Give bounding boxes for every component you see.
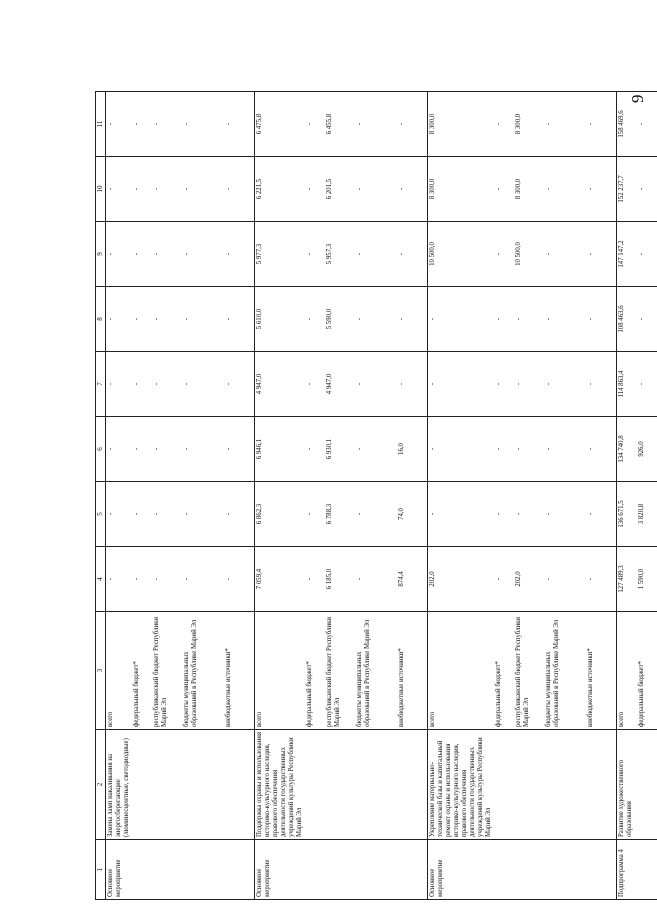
funding-source-cell: республиканский бюджет Республики Марий Эл xyxy=(325,612,355,730)
amount-cell: - xyxy=(514,287,544,352)
amount-cell: - xyxy=(132,92,152,157)
amount-cell: - xyxy=(355,287,397,352)
funding-source-cell: бюджеты муниципальных образований в Республике Марий Эл xyxy=(355,612,397,730)
amount-cell: - xyxy=(182,222,224,287)
amount-cell: - xyxy=(355,482,397,547)
amount-cell: 6 221,5 xyxy=(255,157,306,222)
amount-cell: 6 455,8 xyxy=(325,92,355,157)
amount-cell: - xyxy=(494,352,514,417)
amount-cell: 8 300,0 xyxy=(428,157,495,222)
amount-cell: - xyxy=(544,482,586,547)
program-type-cell xyxy=(397,840,428,900)
amount-cell: - xyxy=(132,482,152,547)
program-type-cell xyxy=(325,840,355,900)
amount-cell: 6 185,0 xyxy=(325,547,355,612)
amount-cell: - xyxy=(224,417,255,482)
amount-cell: - xyxy=(152,482,182,547)
table-row xyxy=(255,92,306,900)
funding-source-cell: федеральный бюджет* xyxy=(494,612,514,730)
amount-cell: - xyxy=(637,352,657,417)
column-number: 10 xyxy=(96,157,106,222)
amount-cell: - xyxy=(182,352,224,417)
amount-cell: - xyxy=(494,547,514,612)
program-name-cell xyxy=(514,730,544,840)
amount-cell: - xyxy=(182,417,224,482)
amount-cell: - xyxy=(637,287,657,352)
amount-cell: - xyxy=(586,547,617,612)
amount-cell: 1 590,0 xyxy=(637,547,657,612)
amount-cell: - xyxy=(586,157,617,222)
amount-cell: - xyxy=(494,417,514,482)
table-row xyxy=(494,92,514,900)
amount-cell: - xyxy=(106,482,133,547)
column-number: 8 xyxy=(96,287,106,352)
amount-cell: - xyxy=(152,417,182,482)
program-type-cell xyxy=(132,840,152,900)
funding-source-cell: бюджеты муниципальных образований в Республике Марий Эл xyxy=(544,612,586,730)
amount-cell: - xyxy=(182,157,224,222)
column-numbers-row xyxy=(96,92,106,900)
program-type-cell xyxy=(355,840,397,900)
amount-cell: - xyxy=(355,157,397,222)
amount-cell: 4 947,0 xyxy=(325,352,355,417)
amount-cell: - xyxy=(586,417,617,482)
program-name-cell xyxy=(586,730,617,840)
amount-cell: - xyxy=(494,92,514,157)
amount-cell: - xyxy=(397,222,428,287)
amount-cell: 6 930,1 xyxy=(325,417,355,482)
amount-cell: - xyxy=(586,352,617,417)
table-row xyxy=(132,92,152,900)
funding-source-cell: внебюджетные источники* xyxy=(586,612,617,730)
amount-cell: - xyxy=(132,547,152,612)
program-name-cell xyxy=(224,730,255,840)
amount-cell: 8 300,0 xyxy=(514,92,544,157)
amount-cell: - xyxy=(152,157,182,222)
amount-cell: - xyxy=(152,287,182,352)
amount-cell: - xyxy=(514,352,544,417)
amount-cell: - xyxy=(428,482,495,547)
amount-cell: - xyxy=(514,482,544,547)
program-type-cell xyxy=(494,840,514,900)
amount-cell: - xyxy=(224,352,255,417)
program-name-cell xyxy=(397,730,428,840)
amount-cell: - xyxy=(586,482,617,547)
amount-cell: 136 671,5 xyxy=(617,482,638,547)
funding-source-cell: всего xyxy=(255,612,306,730)
funding-source-cell: бюджеты муниципальных образований в Республике Марий Эл xyxy=(182,612,224,730)
amount-cell: - xyxy=(152,547,182,612)
column-number: 7 xyxy=(96,352,106,417)
program-type-cell xyxy=(544,840,586,900)
amount-cell: - xyxy=(355,417,397,482)
program-name-cell xyxy=(355,730,397,840)
amount-cell: 6 201,5 xyxy=(325,157,355,222)
table-row xyxy=(514,92,544,900)
funding-source-cell: внебюджетные источники* xyxy=(224,612,255,730)
amount-cell: - xyxy=(637,157,657,222)
program-name-cell xyxy=(182,730,224,840)
funding-source-cell: республиканский бюджет Республики Марий Эл xyxy=(152,612,182,730)
column-number: 4 xyxy=(96,547,106,612)
budget-table xyxy=(95,91,657,900)
amount-cell: 6 475,8 xyxy=(255,92,306,157)
table-row xyxy=(325,92,355,900)
amount-cell: 5 977,3 xyxy=(255,222,306,287)
amount-cell: - xyxy=(106,287,133,352)
amount-cell: 127 489,3 xyxy=(617,547,638,612)
amount-cell: - xyxy=(397,157,428,222)
rotated-table-page xyxy=(95,92,646,900)
program-name-cell xyxy=(494,730,514,840)
program-name-cell: Укрепление материально-технической базы и капитальный ремонт охраны и использования историко-культурного наследия, правового обеспечения деятельности государственных учреждений культуры Республики Марий Эл xyxy=(428,730,495,840)
table-row xyxy=(544,92,586,900)
amount-cell: 5 590,0 xyxy=(325,287,355,352)
amount-cell: - xyxy=(132,287,152,352)
amount-cell: 134 740,8 xyxy=(617,417,638,482)
funding-source-cell: внебюджетные источники* xyxy=(397,612,428,730)
program-type-cell xyxy=(637,840,657,900)
program-name-cell xyxy=(305,730,325,840)
amount-cell: - xyxy=(224,547,255,612)
amount-cell: - xyxy=(224,222,255,287)
amount-cell: 6 946,1 xyxy=(255,417,306,482)
column-number: 1 xyxy=(96,840,106,900)
amount-cell: - xyxy=(132,222,152,287)
amount-cell: - xyxy=(637,92,657,157)
amount-cell: - xyxy=(494,157,514,222)
amount-cell: 7 059,4 xyxy=(255,547,306,612)
column-number: 6 xyxy=(96,417,106,482)
amount-cell: - xyxy=(182,92,224,157)
amount-cell: - xyxy=(132,417,152,482)
amount-cell: - xyxy=(106,92,133,157)
amount-cell: - xyxy=(397,352,428,417)
amount-cell: - xyxy=(544,352,586,417)
amount-cell: 5 957,3 xyxy=(325,222,355,287)
funding-source-cell: всего xyxy=(428,612,495,730)
amount-cell: - xyxy=(106,157,133,222)
program-name-cell xyxy=(152,730,182,840)
amount-cell: - xyxy=(305,157,325,222)
column-number: 9 xyxy=(96,222,106,287)
amount-cell: - xyxy=(544,287,586,352)
program-type-cell: Основное мероприятие xyxy=(106,840,133,900)
program-type-cell xyxy=(305,840,325,900)
amount-cell: - xyxy=(544,547,586,612)
table-row xyxy=(106,92,133,900)
program-name-cell xyxy=(132,730,152,840)
amount-cell: - xyxy=(428,287,495,352)
amount-cell: - xyxy=(106,352,133,417)
amount-cell: 8 300,0 xyxy=(514,157,544,222)
column-number: 2 xyxy=(96,730,106,840)
amount-cell: 6 862,3 xyxy=(255,482,306,547)
program-name-cell: Развитие художественного образования xyxy=(617,730,638,840)
program-type-cell xyxy=(152,840,182,900)
amount-cell: 874,4 xyxy=(397,547,428,612)
amount-cell: - xyxy=(106,547,133,612)
column-number: 5 xyxy=(96,482,106,547)
program-type-cell xyxy=(514,840,544,900)
amount-cell: - xyxy=(305,417,325,482)
amount-cell: 114 863,4 xyxy=(617,352,638,417)
amount-cell: 10 500,0 xyxy=(428,222,495,287)
amount-cell: - xyxy=(637,222,657,287)
amount-cell: 202,0 xyxy=(514,547,544,612)
program-type-cell xyxy=(182,840,224,900)
program-type-cell: Основное мероприятие xyxy=(428,840,495,900)
funding-source-cell: республиканский бюджет Республики Марий Эл xyxy=(514,612,544,730)
page-number: 9 xyxy=(628,94,647,103)
amount-cell: - xyxy=(182,482,224,547)
table-row xyxy=(305,92,325,900)
amount-cell: - xyxy=(182,287,224,352)
table-row xyxy=(617,92,638,900)
amount-cell: - xyxy=(132,157,152,222)
column-number: 11 xyxy=(96,92,106,157)
amount-cell: 4 947,0 xyxy=(255,352,306,417)
program-name-cell xyxy=(325,730,355,840)
amount-cell: - xyxy=(305,482,325,547)
amount-cell: - xyxy=(224,157,255,222)
program-type-cell: Подпрограмма 4 xyxy=(617,840,638,900)
amount-cell: 926,0 xyxy=(637,417,657,482)
amount-cell: - xyxy=(305,547,325,612)
funding-source-cell: федеральный бюджет* xyxy=(637,612,657,730)
amount-cell: - xyxy=(152,352,182,417)
amount-cell: - xyxy=(514,417,544,482)
amount-cell: 202,0 xyxy=(428,547,495,612)
table-row xyxy=(428,92,495,900)
amount-cell: - xyxy=(397,287,428,352)
program-type-cell: Основное мероприятие xyxy=(255,840,306,900)
table-body xyxy=(106,92,657,900)
amount-cell: - xyxy=(544,92,586,157)
amount-cell: - xyxy=(355,92,397,157)
program-name-cell xyxy=(544,730,586,840)
amount-cell: - xyxy=(224,92,255,157)
table-row xyxy=(637,92,657,900)
amount-cell: 147 147,2 xyxy=(617,222,638,287)
amount-cell: - xyxy=(224,287,255,352)
amount-cell: - xyxy=(586,287,617,352)
amount-cell: 74,0 xyxy=(397,482,428,547)
amount-cell: - xyxy=(544,222,586,287)
amount-cell: - xyxy=(428,352,495,417)
amount-cell: - xyxy=(355,352,397,417)
amount-cell: - xyxy=(397,92,428,157)
amount-cell: 10 500,0 xyxy=(514,222,544,287)
program-type-cell xyxy=(586,840,617,900)
funding-source-cell: всего xyxy=(617,612,638,730)
amount-cell: - xyxy=(494,482,514,547)
amount-cell: - xyxy=(132,352,152,417)
table-row xyxy=(586,92,617,900)
amount-cell: - xyxy=(586,222,617,287)
funding-source-cell: федеральный бюджет* xyxy=(132,612,152,730)
amount-cell: 8 300,0 xyxy=(428,92,495,157)
amount-cell: - xyxy=(544,157,586,222)
amount-cell: - xyxy=(152,222,182,287)
amount-cell: 16,0 xyxy=(397,417,428,482)
funding-source-cell: всего xyxy=(106,612,133,730)
amount-cell: - xyxy=(586,92,617,157)
amount-cell: 108 463,6 xyxy=(617,287,638,352)
table-row xyxy=(182,92,224,900)
amount-cell: - xyxy=(305,287,325,352)
table-row xyxy=(397,92,428,900)
amount-cell: - xyxy=(182,547,224,612)
amount-cell: 158 469,6 xyxy=(617,92,638,157)
amount-cell: - xyxy=(106,417,133,482)
table-row xyxy=(224,92,255,900)
amount-cell: 5 610,0 xyxy=(255,287,306,352)
amount-cell: - xyxy=(152,92,182,157)
program-name-cell xyxy=(637,730,657,840)
amount-cell: - xyxy=(494,287,514,352)
amount-cell: - xyxy=(305,92,325,157)
amount-cell: 3 820,8 xyxy=(637,482,657,547)
amount-cell: - xyxy=(355,547,397,612)
amount-cell: - xyxy=(428,417,495,482)
amount-cell: - xyxy=(494,222,514,287)
amount-cell: - xyxy=(305,352,325,417)
table-row xyxy=(355,92,397,900)
amount-cell: - xyxy=(106,222,133,287)
amount-cell: - xyxy=(305,222,325,287)
amount-cell: - xyxy=(355,222,397,287)
table-row xyxy=(152,92,182,900)
amount-cell: - xyxy=(544,417,586,482)
program-type-cell xyxy=(224,840,255,900)
amount-cell: 152 237,7 xyxy=(617,157,638,222)
amount-cell: 6 788,3 xyxy=(325,482,355,547)
program-name-cell: Замена ламп накаливания на энергосберегающие (люминесцентные, светодиодные) xyxy=(106,730,133,840)
funding-source-cell: федеральный бюджет* xyxy=(305,612,325,730)
column-number: 3 xyxy=(96,612,106,730)
amount-cell: - xyxy=(224,482,255,547)
program-name-cell: Поддержка охраны и использования историко-культурного наследия, правового обеспечения деятельности государственных учреждений культуры Республики Марий Эл xyxy=(255,730,306,840)
